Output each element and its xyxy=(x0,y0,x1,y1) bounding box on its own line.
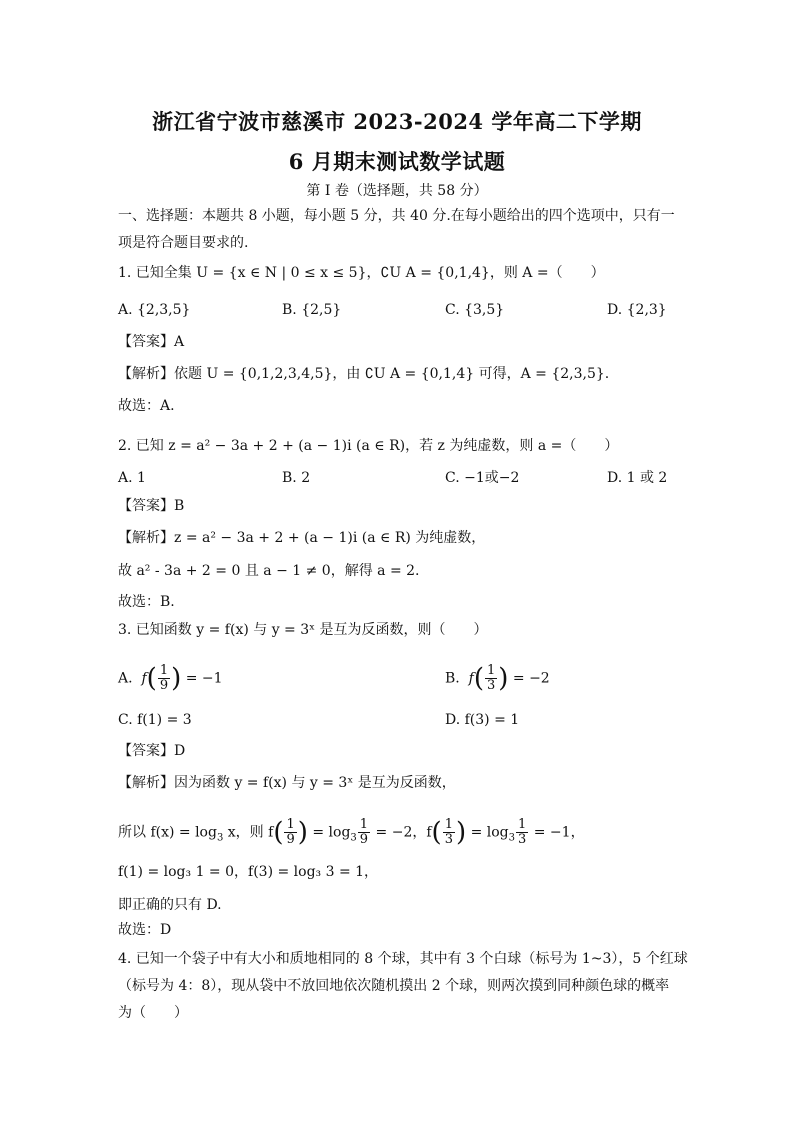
q1-stem: 1. 已知全集 U = {x ∈ N | 0 ≤ x ≤ 5}，∁U A = {0,1,4}，则 A =（ ） xyxy=(118,265,605,281)
q3-option-c: C. f(1) = 3 xyxy=(118,712,192,728)
q3-option-b: B. f( $\frac{1}{3}$ ) = −2 xyxy=(445,663,550,694)
q1-conclusion: 故选：A. xyxy=(118,398,175,414)
q3-option-a-label: A. xyxy=(118,670,133,687)
q2-step: 故 a² - 3a + 2 = 0 且 a − 1 ≠ 0，解得 a = 2. xyxy=(118,563,420,579)
q1-analysis: 【解析】依题 U = {0,1,2,3,4,5}，由 ∁U A = {0,1,4} 可得，A = {2,3,5}. xyxy=(118,366,610,382)
q4-line1: 4. 已知一个袋子中有大小和质地相同的 8 个球，其中有 3 个白球（标号为 1~3），5 个红球 xyxy=(118,951,688,967)
q1-option-c: C. {3,5} xyxy=(445,302,505,318)
q3-option-d: D. f(3) = 1 xyxy=(445,712,520,728)
q3-option-a: A. f( $\frac{1}{9}$ ) = −1 xyxy=(118,663,223,694)
paren-right: ) xyxy=(171,663,182,694)
q3-step1: 所以 $f(x) = \log_3 x$，则 f( $\frac{1}{9}$ ) = $\log_3$ $\frac{1}{9}$ = −2，f( $\frac{1}{3}$ ) = $\log_3$ $\frac{1}{3}$ = −1， xyxy=(118,817,585,848)
fraction: $\frac{1}{9}$ xyxy=(159,663,169,693)
q1-option-d: D. {2,3} xyxy=(607,302,667,318)
q2-stem: 2. 已知 z = a² − 3a + 2 + (a − 1)i (a ∈ R)，若 z 为纯虚数，则 a =（ ） xyxy=(118,438,619,454)
paren-left: ( xyxy=(146,663,157,694)
q2-conclusion: 故选：B. xyxy=(118,594,175,610)
q2-option-a: A. 1 xyxy=(118,470,146,486)
fraction: $\frac{1}{3}$ xyxy=(444,817,453,847)
q3-step2: f(1) = log₃ 1 = 0，f(3) = log₃ 3 = 1， xyxy=(118,864,379,880)
q4-line2: （标号为 4：8），现从袋中不放回地依次随机摸出 2 个球，则两次摸到同种颜色球的概率 xyxy=(118,978,670,994)
q3-option-a-rhs: = −1 xyxy=(185,670,223,687)
paren-right: ) xyxy=(498,663,509,694)
q3-answer: 【答案】D xyxy=(118,743,186,759)
q3-option-b-rhs: = −2 xyxy=(512,670,550,687)
q4-line3: 为（ ） xyxy=(118,1005,188,1021)
paper-title-line1: 浙江省宁波市慈溪市 2023-2024 学年高二下学期 xyxy=(152,109,642,134)
q1-option-b: B. {2,5} xyxy=(282,302,342,318)
q2-option-b: B. 2 xyxy=(282,470,311,486)
paper-title-line2: 6 月期末测试数学试题 xyxy=(288,149,506,174)
q3-option-b-label: B. xyxy=(445,670,460,687)
q2-option-c: C. −1或−2 xyxy=(445,470,520,486)
q3-conclusion: 故选：D xyxy=(118,922,172,938)
q2-answer: 【答案】B xyxy=(118,498,185,514)
q3-stem: 3. 已知函数 y = f(x) 与 y = 3ˣ 是互为反函数，则（ ） xyxy=(118,622,488,638)
paren-left: ( xyxy=(473,663,484,694)
intro-line1: 一、选择题：本题共 8 小题，每小题 5 分，共 40 分.在每小题给出的四个选项中，只有一 xyxy=(118,208,675,224)
fraction: $\frac{1}{9}$ xyxy=(359,817,369,847)
q3-analysis: 【解析】因为函数 y = f(x) 与 y = 3ˣ 是互为反函数， xyxy=(118,775,456,791)
q2-analysis: 【解析】z = a² − 3a + 2 + (a − 1)i (a ∈ R) 为纯虚数， xyxy=(118,530,486,546)
q1-option-a: A. {2,3,5} xyxy=(118,302,191,318)
q1-answer: 【答案】A xyxy=(118,334,185,350)
fraction: $\frac{1}{3}$ xyxy=(487,663,496,693)
q2-option-d: D. 1 或 2 xyxy=(607,470,668,486)
fraction: $\frac{1}{9}$ xyxy=(286,817,295,847)
fraction: $\frac{1}{3}$ xyxy=(518,817,527,847)
section-heading: 第 I 卷（选择题，共 58 分） xyxy=(306,183,488,199)
q3-step3: 即正确的只有 D. xyxy=(118,897,222,913)
intro-line2: 项是符合题目要求的. xyxy=(118,235,249,251)
